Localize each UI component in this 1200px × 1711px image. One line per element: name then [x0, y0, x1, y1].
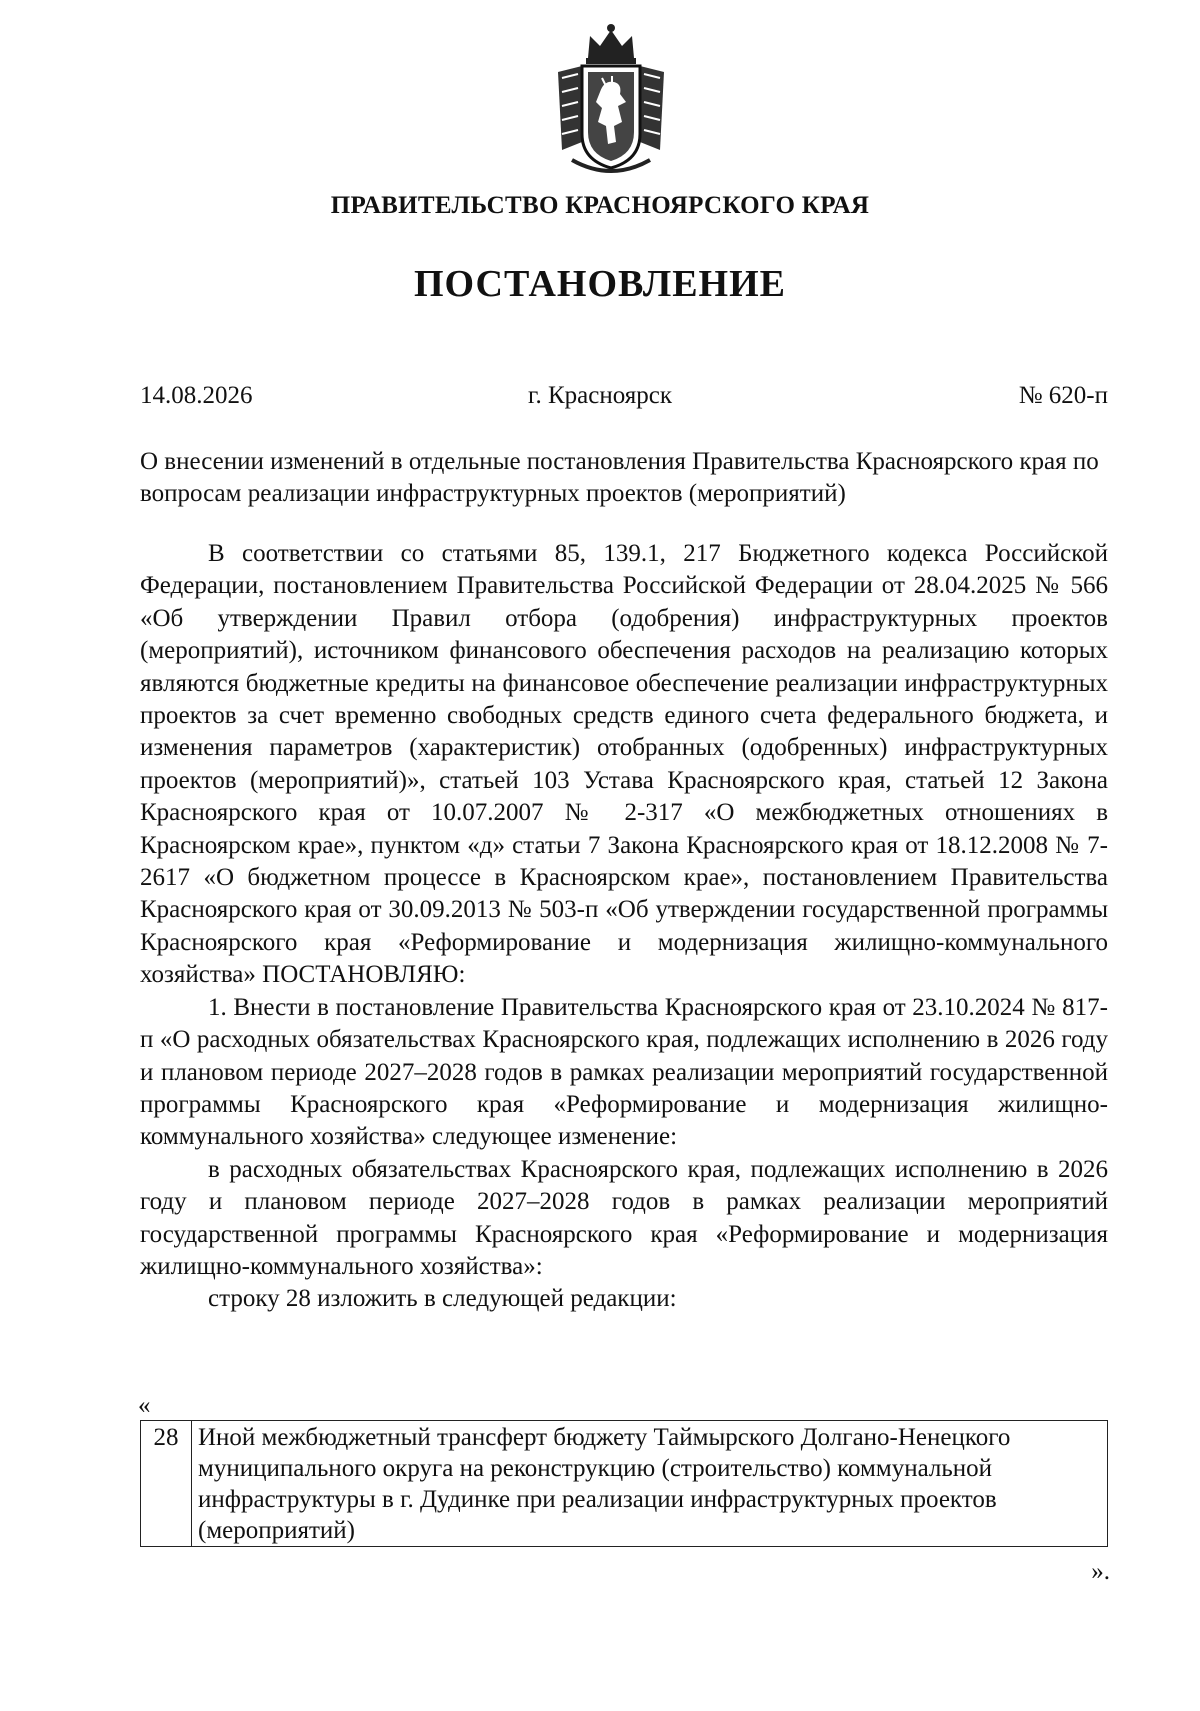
- document-title: О внесении изменений в отдельные постановления Правительства Красноярского края по вопросам реализации инфраструктурных проектов (мероприятий): [140, 448, 1099, 507]
- document-type: ПОСТАНОВЛЕНИЕ: [413, 263, 787, 305]
- preamble-paragraph: В соответствии со статьями 85, 139.1, 217 Бюджетного кодекса Российской Федерации, постановлением Правительства Российской Федерации от 28.04.2025 № 566 «Об утверждении Правил отбора (одобрения) инфраструктурных проектов (мероприятий), источником финансового обеспечения расходов на реализацию которых являются бюджетные кредиты на финансовое обеспечение реализации инфраструктурных проектов за счет временно свободных средств единого счета федерального бюджета, и изменения параметров (характеристик) отобранных (одобренных) инфраструктурных проектов (мероприятий)», статьей 103 Устава Красноярского края, статьей 12 Закона Красноярского края от 10.07.2007 № 2-317 «О межбюджетных отношениях в Красноярском крае», пунктом «д» статьи 7 Закона Красноярского края от 18.12.2008 № 7-2617 «О бюджетном процессе в Красноярском крае», постановлением Правительства Красноярского края от 30.09.2013 № 503-п «Об утверждении государственной программы Красноярского края «Реформирование и модернизация жилищно-коммунального хозяйства» ПОСТАНОВЛЯЮ:: [140, 540, 1108, 989]
- government-name: ПРАВИТЕЛЬСТВО КРАСНОЯРСКОГО КРАЯ: [330, 192, 870, 219]
- document-date: 14.08.2026: [140, 382, 253, 409]
- row-number-cell: 28: [141, 1421, 192, 1547]
- item-1-line: строку 28 изложить в следующей редакции:: [208, 1285, 677, 1313]
- opening-quote: «: [138, 1392, 151, 1419]
- table-row: [141, 1421, 1108, 1547]
- row-text-cell: Иной межбюджетный трансферт бюджету Таймырского Долгано-Ненецкого муниципального округа на реконструкцию (строительство) коммунальной инфраструктуры в г. Дудинке при реализации инфраструктурных проектов (мероприятий): [192, 1421, 1108, 1547]
- amended-row-table: [140, 1420, 1108, 1547]
- document-city: г. Красноярск: [528, 382, 672, 409]
- document-number: № 620-п: [1018, 382, 1108, 409]
- closing-quote: ».: [1091, 1558, 1110, 1585]
- coat-of-arms-icon: [552, 22, 670, 180]
- document-body: [140, 538, 1108, 1316]
- item-1-paragraph: 1. Внести в постановление Правительства Красноярского края от 23.10.2024 № 817-п «О расходных обязательствах Красноярского края, подлежащих исполнению в 2026 году и плановом периоде 2027–2028 годов в рамках реализации мероприятий государственной программы Красноярского края «Реформирование и модернизация жилищно-коммунального хозяйства» следующее изменение:: [140, 993, 1108, 1151]
- item-1-subparagraph: в расходных обязательствах Красноярского края, подлежащих исполнению в 2026 году и плановом периоде 2027–2028 годов в рамках реализации мероприятий государственной программы Красноярского края «Реформирование и модернизация жилищно-коммунального хозяйства»:: [140, 1155, 1108, 1280]
